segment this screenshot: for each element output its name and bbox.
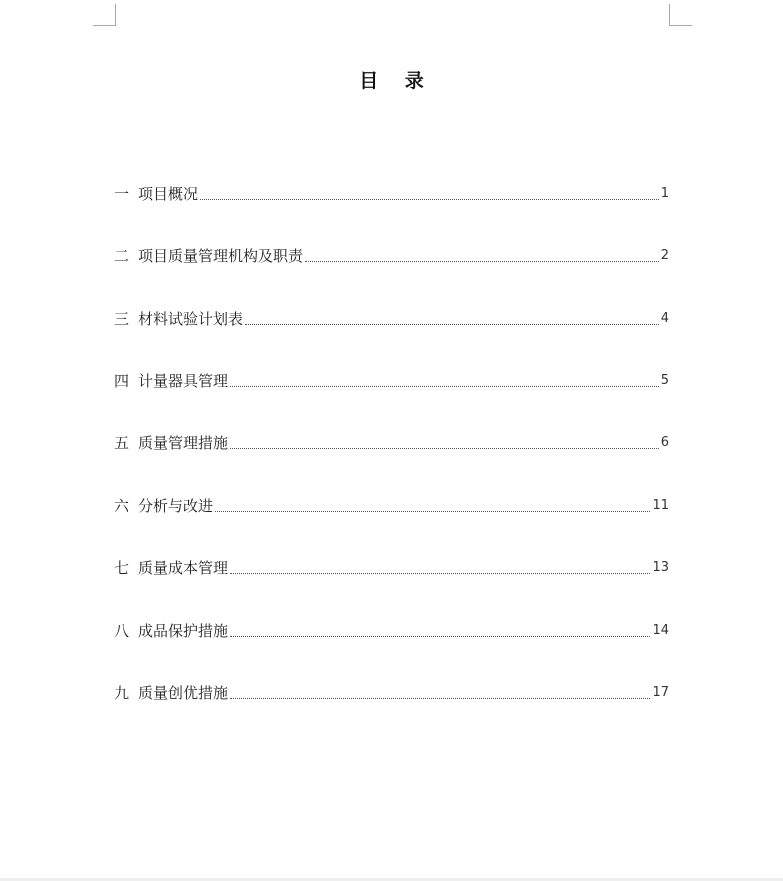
toc-entry-number: 八 [114, 622, 130, 640]
crop-mark-top-left [115, 4, 116, 25]
toc-entry-title: 质量管理措施 [138, 434, 229, 452]
toc-entry-page: 5 [660, 373, 669, 388]
toc-entry[interactable] [114, 305, 669, 329]
toc-entry-page: 17 [652, 685, 669, 700]
toc-entry-page: 14 [652, 623, 669, 638]
toc-entry-page: 11 [652, 498, 669, 513]
toc-entry[interactable] [114, 679, 669, 703]
toc-entry-number: 九 [114, 684, 130, 702]
toc-title: 目 录 [359, 70, 434, 92]
toc-entry[interactable] [114, 180, 669, 204]
toc-leader-dots [230, 635, 650, 637]
toc-entry-page: 4 [660, 311, 669, 326]
toc-entry-number: 七 [114, 559, 130, 577]
toc-leader-dots [230, 572, 650, 574]
toc-leader-dots [230, 385, 659, 387]
toc-entry-page: 1 [660, 186, 669, 201]
toc-leader-dots [245, 323, 659, 325]
toc-entry-page: 6 [660, 435, 669, 450]
crop-mark-top-right [669, 25, 692, 26]
toc-entry[interactable] [114, 554, 669, 578]
toc-entry[interactable] [114, 617, 669, 641]
toc-entry-page: 2 [660, 248, 669, 263]
toc-entry-title: 成品保护措施 [138, 622, 229, 640]
toc-leader-dots [230, 447, 659, 449]
toc-entry-number: 一 [114, 185, 130, 203]
toc-entry[interactable] [114, 367, 669, 391]
toc-entry-title: 分析与改进 [138, 497, 214, 515]
toc-leader-dots [200, 198, 659, 200]
toc-entry-title: 计量器具管理 [138, 372, 229, 390]
toc-entry[interactable] [114, 429, 669, 453]
toc-leader-dots [230, 697, 650, 699]
toc-entry-title: 项目概况 [138, 185, 199, 203]
toc-entry-title: 质量创优措施 [138, 684, 229, 702]
toc-leader-dots [305, 260, 659, 262]
toc-entry-number: 六 [114, 497, 130, 515]
toc-entry-page: 13 [652, 560, 669, 575]
toc-entry-title: 质量成本管理 [138, 559, 229, 577]
crop-mark-top-right [669, 4, 670, 25]
toc-entry-number: 五 [114, 434, 130, 452]
crop-mark-top-left [93, 25, 116, 26]
toc-leader-dots [215, 510, 650, 512]
toc-entry[interactable] [114, 492, 669, 516]
toc-entry-title: 材料试验计划表 [138, 310, 244, 328]
toc-entry-number: 三 [114, 310, 130, 328]
toc-entry[interactable] [114, 242, 669, 266]
toc-entry-title: 项目质量管理机构及职责 [138, 247, 304, 265]
toc-entry-number: 二 [114, 247, 130, 265]
toc-entry-number: 四 [114, 372, 130, 390]
